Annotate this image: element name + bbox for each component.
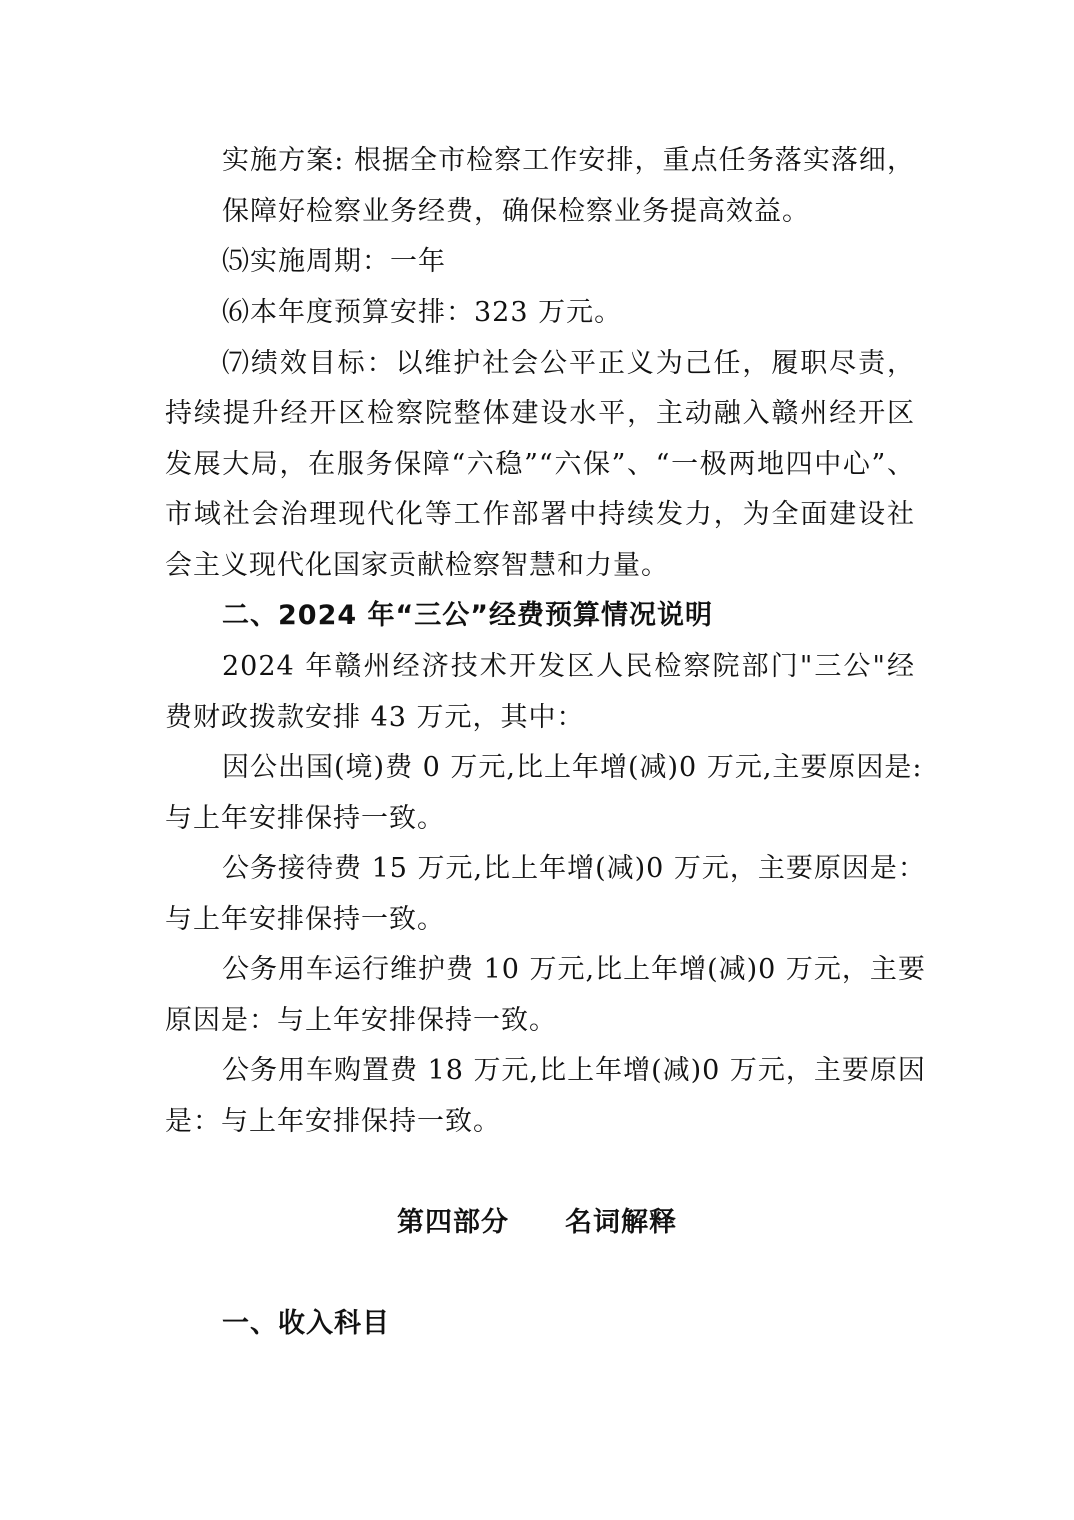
section-heading-three-public-expenses: 二、2024 年“三公”经费预算情况说明 (222, 600, 714, 631)
paragraph-line: 保障好检察业务经费，确保检察业务提高效益。 (222, 196, 810, 227)
paragraph-line: 是：与上年安排保持一致。 (165, 1106, 501, 1137)
paragraph-line: 与上年安排保持一致。 (165, 904, 445, 935)
paragraph-line: 2024 年赣州经济技术开发区人民检察院部门"三公"经 (222, 651, 915, 682)
paragraph-line: 市域社会治理现代化等工作部署中持续发力，为全面建设社 (165, 499, 915, 530)
paragraph-line: 原因是：与上年安排保持一致。 (165, 1005, 557, 1036)
paragraph-line-period: ⑸实施周期：一年 (222, 246, 446, 277)
paragraph-line-overseas-travel: 因公出国(境)费 0 万元,比上年增(减)0 万元,主要原因是: (222, 752, 923, 783)
part-four-title: 第四部分 名词解释 (397, 1207, 677, 1238)
paragraph-line-performance-goal: ⑺绩效目标：以维护社会公平正义为己任，履职尽责， (222, 348, 915, 379)
paragraph-line-vehicle-operation: 公务用车运行维护费 10 万元,比上年增(减)0 万元，主要 (222, 954, 926, 985)
paragraph-line-implementation-plan: 实施方案: 根据全市检察工作安排，重点任务落实落细， (222, 145, 915, 176)
paragraph-line-budget: ⑹本年度预算安排：323 万元。 (222, 297, 623, 328)
paragraph-line: 发展大局，在服务保障“六稳”“六保”、“一极两地四中心”、 (165, 449, 915, 480)
paragraph-line: 会主义现代化国家贡献检察智慧和力量。 (165, 550, 669, 581)
paragraph-line: 持续提升经开区检察院整体建设水平，主动融入赣州经开区 (165, 398, 915, 429)
subsection-title-income-items: 一、收入科目 (222, 1308, 390, 1339)
paragraph-line: 与上年安排保持一致。 (165, 803, 445, 834)
paragraph-line-vehicle-purchase: 公务用车购置费 18 万元,比上年增(减)0 万元，主要原因 (222, 1055, 926, 1086)
paragraph-line-reception: 公务接待费 15 万元,比上年增(减)0 万元，主要原因是： (222, 853, 926, 884)
paragraph-line: 费财政拨款安排 43 万元，其中： (165, 702, 585, 733)
